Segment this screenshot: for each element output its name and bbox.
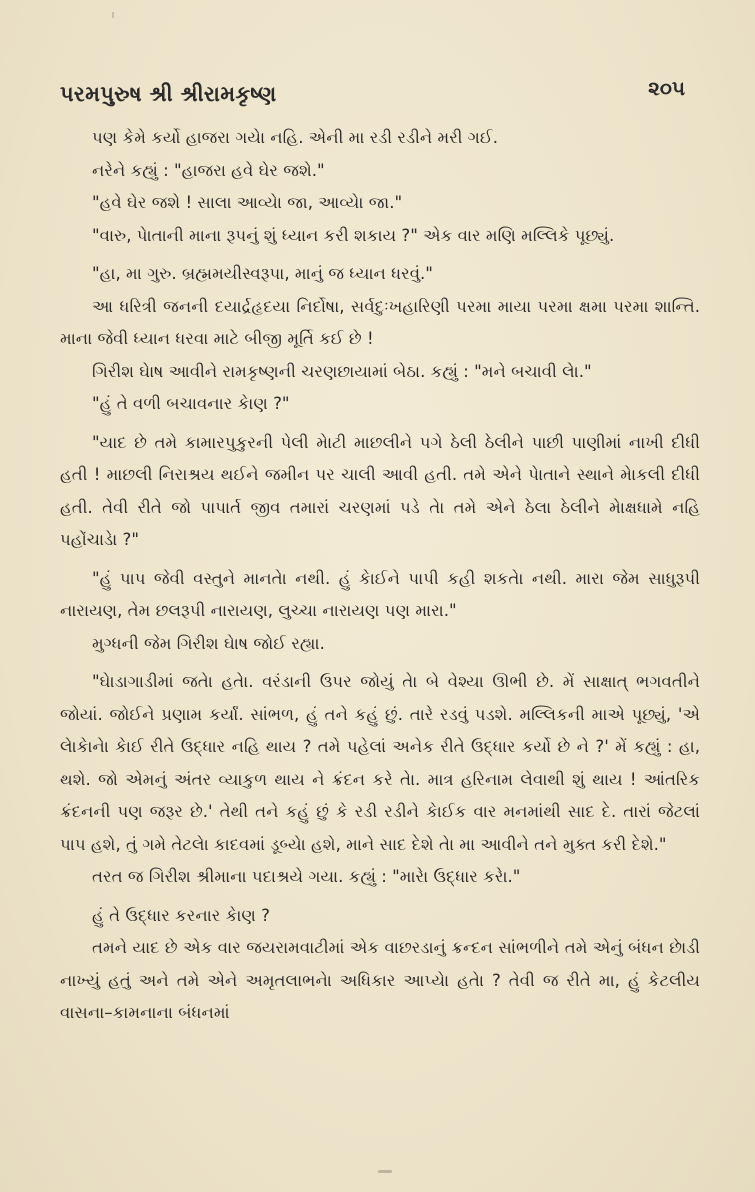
- paragraph: નરેને કહ્યું : "હાજરા હવે ઘેર જશે.": [92, 160, 325, 180]
- paragraph: "હું પાપ જેવી વસ્તુને માનતેા નથી. હું કેાઈને પાપી કહી શકતેા નથી. મારા જેમ સાધુરૂપી નારાયણ, તેમ છલરૂપી નારાયણ, લુચ્ચા નારાયણ પણ મારા.": [60, 568, 700, 620]
- paragraph: "હા, મા ગુરુ. બ્રહ્મમયીસ્વરૂપા, માનું જ ધ્યાન ધરવું.": [92, 264, 433, 283]
- paragraph: "યાદ છે તમે કામારપુકુરની પેલી મેાટી માછલીને પગે ઠેલી ઠેલીને પાછી પાણીમાં નાખી દીધી હતી ! માછલી નિરાશ્રય થઈને જમીન પર ચાલી આવી હતી. તમે એને પેાતાને સ્થાને મેાકલી દીધી હતી. તેવી રીતે જો પાપાર્ત જીવ તમારાં ચરણમાં પડે તેા તમે એને ઠેલા ઠેલીને મેાક્ષધામે નહિ પહોંચાડેા ?": [60, 432, 700, 549]
- running-title: પરમપુરુષ શ્રી શ્રીરામકૃષ્ણ: [60, 82, 277, 106]
- paragraph: "ઘેાડાગાડીમાં જતેા હતેા. વરંડાની ઉપર જોયું તેા બે વેશ્યા ઊભી છે. મેં સાક્ષાત્ ભગવતીને જોયાં. જોઈને પ્રણામ કર્યાં. સાંભળ, હું તને કહું છું. તારે રડવું પડશે. મલ્લિકની માએ પૂછ્યું, 'એ લેાકેાનેા કેાઈ રીતે ઉદ્ધાર નહિ થાય ? તમે પહેલાં અનેક રીતે ઉદ્ધાર કર્યો છે ને ?' મેં કહ્યું : હા, થશે. જો એમનું અંતર વ્યાકુળ થાય ને ક્રંદન કરે તેા. માત્ર હરિનામ લેવાથી શું થાય ! આંતરિક ક્રંદનની પણ જરૂર છે.' તેથી તને કહું છું કે રડી રડીને કેાઈક વાર મનમાંથી સાદ દે. તારાં જેટલાં પાપ હશે, તું ગમે તેટલેા કાદવમાં ડૂબ્યેા હશે, માને સાદ દેશે તેા મા આવીને તને મુક્ત કરી દેશે.": [60, 672, 700, 854]
- paragraph: ગિરીશ ઘેાષ આવીને રામકૃષ્ણની ચરણછાયામાં બેઠા. કહ્યું : "મને બચાવી લેા.": [92, 361, 592, 381]
- paragraph: તમને યાદ છે એક વાર જયરામવાટીમાં એક વાછરડાનું ક્રન્દન સાંભળીને તમે એનું બંધન છેાડી નાખ્યું હતું અને તમે એને અમૃતલાભનેા અધિકાર આપ્યેા હતેા ? તેવી જ રીતે મા, હું કેટલીય વાસના–કામનાના બંધનમાં: [60, 938, 700, 1022]
- body-text: [60, 122, 700, 1030]
- page-number: ૨૦૫: [648, 76, 685, 100]
- paper-speck: [378, 1170, 392, 1173]
- paragraph: પણ કેમે કર્યો હાજરા ગયેા નહિ. એની મા રડી રડીને મરી ગઈ.: [92, 128, 499, 147]
- paragraph: "હું તે વળી બચાવનાર કેાણ ?": [92, 394, 290, 413]
- paragraph: "હવે ઘેર જશે ! સાલા આવ્યેા જા, આવ્યેા જા.": [92, 193, 403, 212]
- paragraph: હું તે ઉદ્ધાર કરનાર કેાણ ?: [92, 905, 270, 925]
- paragraph: "વારુ, પેાતાની માના રૂપનું શું ધ્યાન કરી શકાય ?" એક વાર મણિ મલ્લિકે પૂછ્યું.: [92, 225, 615, 245]
- paragraph: આ ધરિત્રી જનની દયાર્દ્રહૃદયા નિર્દોષા, સર્વદુઃખહારિણી પરમા માયા પરમા ક્ષમા પરમા શાન્તિ. માના જેવી ધ્યાન ધરવા માટે બીજી મૂર્તિ કઈ છે !: [60, 296, 700, 348]
- paper-speck: [112, 12, 114, 18]
- paragraph: તરત જ ગિરીશ શ્રીમાના પદાશ્રયે ગયા. કહ્યું : "મારેા ઉદ્ધાર કરેા.": [92, 867, 521, 886]
- paragraph: મુગ્ધની જેમ ગિરીશ ઘેાષ જોઈ રહ્યા.: [92, 633, 325, 653]
